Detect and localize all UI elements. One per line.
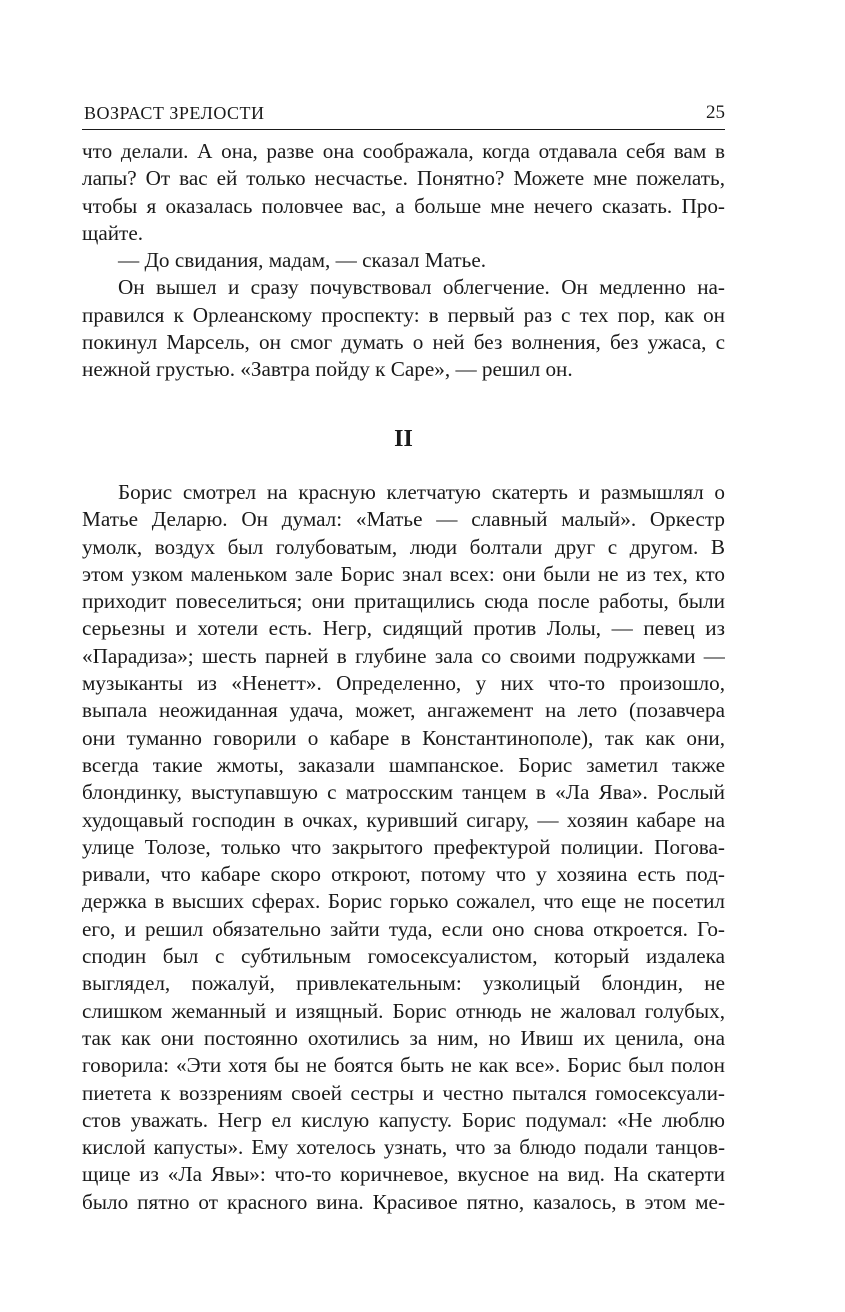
text-line: Он вышел и сразу почувствовал облегчение. Он медленно на- (118, 275, 725, 300)
text-line: выпала неожиданная удача, может, ангажемент на лето (позавчера (82, 698, 725, 723)
text-line: кислой капусты». Ему хотелось узнать, что за блюдо подали танцов- (82, 1135, 725, 1160)
text-line: — До свидания, мадам, — сказал Матье. (118, 248, 487, 273)
text-line: серьезны и хотели есть. Негр, сидящий против Лолы, — певец из (82, 616, 725, 641)
text-line: покинул Марсель, он смог думать о ней без волнения, без ужаса, с (82, 330, 725, 355)
page-number: 25 (706, 102, 725, 123)
text-line: щайте. (82, 220, 144, 245)
text-line: Борис смотрел на красную клетчатую скатерть и размышлял о (118, 480, 725, 504)
text-line: они туманно говорили о кабаре в Константинополе), так как они, (82, 725, 725, 750)
text-line: лапы? От вас ей только несчастье. Понятно? Можете мне пожелать, (82, 166, 725, 191)
text-line: приходит повеселиться; они притащились сюда после работы, были (82, 589, 725, 614)
text-line: ривали, что кабаре скоро откроют, потому что у хозяина есть под- (82, 862, 725, 887)
chapter-heading: II (394, 426, 413, 452)
text-line: было пятно от красного вина. Красивое пятно, казалось, в этом ме- (82, 1189, 725, 1214)
text-line: пиетета к воззрениям своей сестры и честно пытался гомосексуали- (82, 1080, 725, 1105)
text-line: умолк, воздух был голубоватым, люди болтали друг с другом. В (82, 534, 725, 559)
text-line: говорила: «Эти хотя бы не боятся быть не как все». Борис был полон (82, 1053, 725, 1078)
text-block-top (82, 138, 725, 384)
text-line: всегда такие жмоты, заказали шампанское. Борис заметил также (82, 752, 725, 777)
text-line: держка в высших сферах. Борис горько сожалел, что еще не посетил (82, 889, 725, 914)
text-line: слишком жеманный и изящный. Борис отнюдь не жаловал голубых, (82, 998, 725, 1023)
text-line: его, и решил обязательно зайти туда, если оно снова откроется. Го- (82, 916, 725, 941)
text-line: этом узком маленьком зале Борис знал всех: они были не из тех, кто (82, 561, 725, 586)
text-line: сподин был с субтильным гомосексуалистом, который издалека (82, 944, 725, 969)
text-line: блондинку, выступавшую с матросским танцем в «Ла Ява». Рослый (82, 780, 725, 805)
text-line: щице из «Ла Явы»: что-то коричневое, вкусное на вид. На скатерти (82, 1162, 725, 1187)
running-header (82, 101, 725, 130)
text-line: «Парадиза»; шесть парней в глубине зала со своими подружками — (82, 643, 725, 668)
text-line: Матье Деларю. Он думал: «Матье — славный малый». Оркестр (82, 507, 725, 532)
book-page (82, 0, 725, 1312)
text-line: нежной грустью. «Завтра пойду к Саре», — решил он. (82, 357, 573, 382)
text-line: улице Толозе, только что закрытого префектурой полиции. Погова- (82, 834, 725, 859)
running-title: ВОЗРАСТ ЗРЕЛОСТИ (84, 103, 265, 123)
text-line: музыканты из «Ненетт». Определенно, у них что-то произошло, (82, 671, 725, 696)
text-line: что делали. А она, разве она соображала, когда отдавала себя вам в (82, 139, 725, 163)
text-line: правился к Орлеанскому проспекту: в первый раз с тех пор, как он (82, 302, 725, 327)
text-block-main (82, 479, 725, 1216)
text-line: стов уважать. Негр ел кислую капусту. Борис подумал: «Не люблю (82, 1107, 725, 1132)
text-line: худощавый господин в очках, куривший сигару, — хозяин кабаре на (82, 807, 725, 832)
text-line: чтобы я оказалась половчее вас, а больше мне нечего сказать. Про- (82, 193, 725, 218)
text-line: выглядел, пожалуй, привлекательным: узколицый блондин, не (82, 971, 725, 996)
text-line: так как они постоянно охотились за ним, но Ивиш их ценила, она (82, 1025, 725, 1050)
